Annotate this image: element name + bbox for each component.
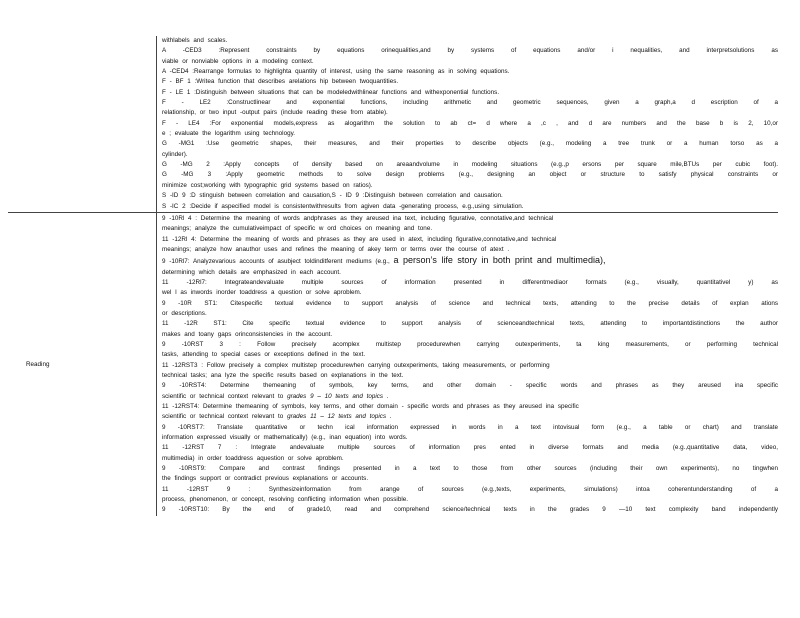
- reading-standard-line: [162, 464, 778, 474]
- reading-standard-line: [162, 495, 778, 505]
- reading-emphasized-text: a person’s life story in both print and multimedia),: [393, 255, 606, 266]
- math-standard-line: [162, 98, 778, 108]
- math-subject-cell: [8, 36, 157, 212]
- math-line-text: G -MG1 :Use geometric shapes, their measures, and their properties to describe objects (e.g., modeling a tree trunk or a human torso as a: [162, 140, 778, 148]
- reading-line-text: 9 -10RST 3 : Follow precisely acomplex multistep procedurewhen carrying outexperiments, ta king measurements, or performing technical: [162, 340, 778, 348]
- reading-standard-line: [162, 505, 778, 515]
- reading-standard-line: [162, 412, 778, 422]
- reading-line-text: 11 -12RST 7 : Integrate andevaluate multiple sources of information pres ented in diverse formats and media (e.g.,quantitative data, video,: [162, 444, 778, 452]
- reading-line-text: 9 -10RST10: By the end of grade10, read and comprehend science/technical texts in the grades 9 —10 text complexity band independently: [162, 506, 778, 514]
- reading-standard-line: [162, 454, 778, 464]
- math-line-text: G -MG 2 :Apply concepts of density based on areaandvolume in modeling situations (e.g.,p ersons per square mile,BTUs per cubic foot).: [162, 161, 778, 169]
- reading-standard-line: [162, 361, 778, 371]
- math-line-text: S -ID 9 :D stinguish between correlation and causation,S - ID 9 :Distinguish between correlation and causation.: [162, 192, 503, 200]
- math-standards-cell: [157, 36, 779, 212]
- math-standard-line: [162, 150, 778, 160]
- reading-standard-line: [162, 255, 778, 267]
- math-standard-line: [162, 191, 778, 201]
- reading-standard-line: [162, 340, 778, 350]
- math-line-text: cylinder).: [162, 150, 188, 158]
- reading-standard-line: [162, 485, 778, 495]
- reading-standard-line: [162, 309, 778, 319]
- reading-standard-line: [162, 433, 778, 443]
- reading-standard-line: [162, 443, 778, 453]
- reading-line-text: 9 -10R ST1: Citespecific textual evidence to support analysis of science and technical texts, attending to the precise details of explan ations: [162, 299, 778, 307]
- reading-standard-line: [162, 319, 778, 329]
- math-line-text: viable or nonviable options in a modeling context.: [162, 57, 314, 65]
- math-standard-line: [162, 129, 778, 139]
- reading-line-text: information expressed visually or mathematically) (e.g., inan equation) into words.: [162, 434, 408, 442]
- math-standard-line: [162, 160, 778, 170]
- math-standard-line: [162, 67, 778, 77]
- math-standard-line: [162, 57, 778, 67]
- reading-standard-line: [162, 224, 778, 234]
- reading-line-text: 9 -10RST7: Translate quantitative or techn ical information expressed in words in a text intovisual form (e.g., a table or chart) and translate: [162, 423, 778, 431]
- math-standard-line: [162, 202, 778, 212]
- math-line-text: A -CED3 :Represent constraints by equations orinequalities,and by systems of equations and/or i nequalities, and interpretsolutions as: [162, 47, 778, 55]
- reading-line-text: 11 -12RST3 : Follow precisely a complex multistep procedurewhen carrying outexperiments, taking measurements, or performing: [162, 361, 550, 369]
- math-line-text: F - LE 1 :Distinguish between situations that can be modeledwithlinear functions and withexponential functions.: [162, 88, 500, 96]
- reading-line-text: process, phenomenon, or concept, resolving conflicting information when possible.: [162, 496, 408, 504]
- reading-standard-line: [162, 402, 778, 412]
- math-standard-line: [162, 170, 778, 180]
- reading-line-text: 11 -12Rl 4: Determine the meaning of words and phrases as they are used in atext, including figurative,connotative,and technical: [162, 235, 557, 243]
- reading-line-text: 11 -12Rl7: Integrateandevaluate multiple sources of information presented in differentmediaor formats (e.g., visually, quantitativel y) as: [162, 278, 778, 286]
- math-standard-line: [162, 77, 778, 87]
- reading-line-text: scientific or technical context relevant to: [162, 413, 284, 421]
- reading-row: [8, 212, 778, 515]
- math-standard-line: [162, 119, 778, 129]
- math-line-text: F - LE4 :For exponential models,express as alogarithm the solution to ab ct= d where a ,c , and d are numbers and the base b is 2, 10,or: [162, 119, 778, 127]
- reading-standard-line: [162, 299, 778, 309]
- reading-standard-line: [162, 330, 778, 340]
- reading-standard-line: [162, 268, 778, 278]
- reading-line-text: makes and toany gaps orinconsistencies in the account.: [162, 330, 333, 338]
- math-standard-line: [162, 88, 778, 98]
- math-standard-line: [162, 46, 778, 56]
- reading-standard-line: [162, 350, 778, 360]
- math-line-text: A -CED4 :Rearrange formulas to highlighta quantity of interest, using the same reasoning as in solving equations.: [162, 68, 510, 76]
- math-standard-line: [162, 181, 778, 191]
- reading-line-text: meanings; analyze the cumulativeimpact of specific w ord choices on meaning and tone.: [162, 225, 433, 233]
- reading-standard-line: [162, 288, 778, 298]
- reading-line-text: 11 -12RST4: Determine themeaning of symbols, key terms, and other domain - specific words and phrases as they areused ina specific: [162, 403, 579, 411]
- reading-line-text: 9 -10RST9: Compare and contrast findings presented in a text to those from other sources (including their own experiments), no tingwhen: [162, 465, 778, 473]
- reading-line-text: technical tasks; ana lyze the specific results based on explanations in the text.: [162, 372, 404, 379]
- reading-line-text: determining which details are emphasized in each account.: [162, 268, 341, 276]
- reading-line-text: wel l as inwords inorder toaddress a question or solve aproblem.: [162, 289, 362, 297]
- reading-standards-cell: [157, 212, 779, 515]
- reading-italic-text: grades 9 – 10 texts and topics .: [287, 392, 389, 400]
- reading-standard-line: [162, 371, 778, 381]
- reading-italic-text: grades 11 – 12 texts and topics .: [287, 413, 392, 421]
- math-line-text: relationship, or two input -output pairs (include reading these from atable).: [162, 109, 388, 117]
- math-standard-line: [162, 139, 778, 149]
- reading-line-text: scientific or technical context relevant to: [162, 392, 284, 400]
- reading-line-text: 11 -12R ST1: Cite specific textual evidence to support analysis of scienceandtechnical texts, attending to importantdistinctions the author: [162, 320, 778, 328]
- math-line-text: G -MG 3 :Apply geometric methods to solve design problems (e.g., designing an object or structure to satisfy physical constraints or: [162, 171, 778, 179]
- math-standard-line: [162, 36, 778, 46]
- reading-standard-line: [162, 423, 778, 433]
- reading-standard-line: [162, 474, 778, 484]
- math-line-text: withlabels and scales.: [162, 37, 228, 44]
- reading-standard-line: [162, 214, 778, 224]
- reading-standard-line: [162, 235, 778, 245]
- reading-line-text: or descriptions.: [162, 309, 207, 317]
- reading-line-text: 11 -12RST 9 : Synthesizeinformation from arange of sources (e.g.,texts, experiments, simulations) intoa coherentunderstanding of a: [162, 485, 778, 493]
- reading-standard-line: [162, 392, 778, 402]
- reading-line-text: the findings support or contradict previous explanations or accounts.: [162, 475, 369, 483]
- reading-line-text: 9 -10Rl7: Analyzevarious accounts of asubject toldinditferent mediums (e.g.,: [162, 258, 390, 266]
- math-row: [8, 36, 778, 212]
- reading-line-text: meanings; analyze how anauthor uses and refines the meaning of akey term or terms over the course of atext .: [162, 245, 510, 253]
- reading-line-text: 9 -10RST4: Determine themeaning of symbols, key terms, and other domain - specific words and phrases as they areused ina specific: [162, 382, 778, 390]
- reading-subject-label: Reading: [8, 212, 157, 515]
- math-line-text: S -IC 2 :Decide if aspecified model is consistentwithresults from agiven data -generating process, e.g.,using simulation.: [162, 202, 524, 210]
- math-line-text: F - LE2 :Constructlinear and exponential functions, including arithmetic and geometric sequences, given a graph,a d escription of a: [162, 99, 778, 107]
- reading-standard-line: [162, 381, 778, 391]
- math-line-text: e ; evaluate the logarithm using technology.: [162, 130, 295, 138]
- standards-table: [8, 36, 778, 516]
- reading-line-text: multimedia) in order toaddress aquestion or solve aproblem.: [162, 454, 344, 462]
- math-line-text: F - BF 1 :Writea function that describes arelations hip between twoquantities.: [162, 78, 399, 86]
- math-line-text: minimize cost;working with typographic grid systems based on ratios).: [162, 181, 373, 189]
- reading-line-text: tasks, attending to special cases or exceptions defined in the text.: [162, 351, 366, 359]
- reading-standard-line: [162, 245, 778, 255]
- reading-standard-line: [162, 278, 778, 288]
- reading-line-text: 9 -10Rl 4 : Determine the meaning of words andphrases as they areused ina text, including figurative, connotative,and technical: [162, 214, 554, 222]
- math-standard-line: [162, 108, 778, 118]
